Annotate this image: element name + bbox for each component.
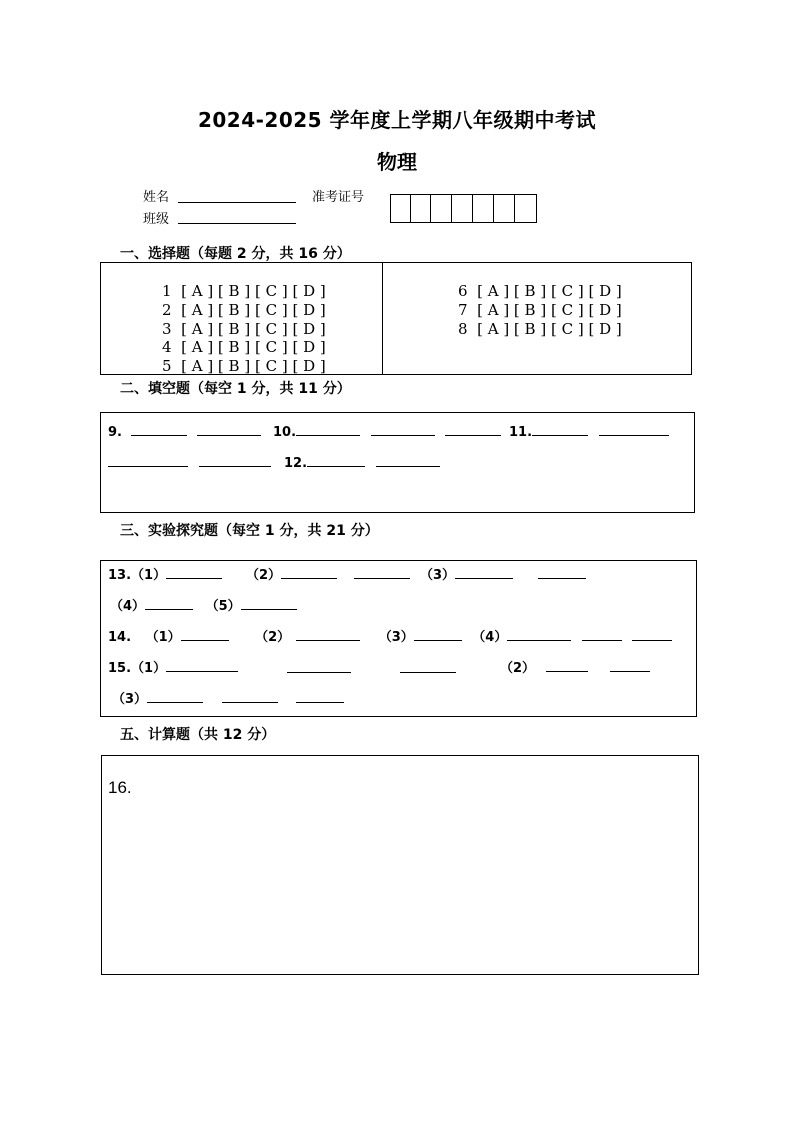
mc-divider	[382, 263, 383, 374]
answer-blank[interactable]	[199, 453, 271, 467]
mc-number: 8	[458, 320, 468, 338]
answer-blank[interactable]	[166, 658, 238, 672]
mc-number: 5	[162, 357, 172, 375]
q16-label: 16.	[108, 778, 132, 797]
answer-blank[interactable]	[296, 689, 344, 703]
exam-id-boxes[interactable]	[390, 194, 537, 223]
subject-title: 物理	[377, 150, 417, 174]
mc-options[interactable]: [ A ] [ B ] [ C ] [ D ]	[181, 320, 326, 338]
mc-row-8[interactable]	[458, 320, 622, 339]
q14-label: 14.	[108, 630, 132, 645]
answer-blank[interactable]	[610, 658, 650, 672]
answer-blank[interactable]	[400, 659, 456, 673]
answer-blank[interactable]	[197, 422, 261, 436]
q15-line-2	[112, 688, 344, 707]
q13-label: 13.（1）	[108, 568, 167, 583]
answer-blank[interactable]	[507, 627, 571, 641]
exam-id-cell[interactable]	[391, 195, 411, 223]
answer-blank[interactable]	[281, 565, 337, 579]
answer-blank[interactable]	[296, 422, 360, 436]
q12-label: 12.	[284, 456, 308, 471]
q9-line	[108, 422, 261, 440]
q15-3-label: （3）	[112, 692, 148, 707]
answer-blank[interactable]	[532, 422, 588, 436]
exam-id-cell[interactable]	[495, 195, 515, 223]
answer-blank[interactable]	[166, 565, 222, 579]
answer-blank[interactable]	[296, 627, 360, 641]
q13-part2	[246, 564, 410, 583]
mc-options[interactable]: [ A ] [ B ] [ C ] [ D ]	[477, 320, 622, 338]
q15-part2	[500, 657, 650, 676]
answer-blank[interactable]	[455, 565, 513, 579]
mc-row-4[interactable]	[162, 338, 326, 357]
class-label: 班级	[143, 212, 170, 227]
q9-label: 9.	[108, 425, 122, 440]
mc-row-2[interactable]	[162, 301, 326, 320]
exam-title: 2024-2025 学年度上学期八年级期中考试	[197, 108, 597, 132]
answer-blank[interactable]	[181, 627, 229, 641]
mc-options[interactable]: [ A ] [ B ] [ C ] [ D ]	[181, 357, 326, 375]
mc-number: 6	[458, 282, 468, 300]
mc-number: 7	[458, 301, 468, 319]
mc-options[interactable]: [ A ] [ B ] [ C ] [ D ]	[477, 301, 622, 319]
mc-options[interactable]: [ A ] [ B ] [ C ] [ D ]	[477, 282, 622, 300]
section1-heading: 一、选择题（每题 2 分，共 16 分）	[120, 246, 351, 262]
answer-blank[interactable]	[222, 689, 278, 703]
answer-blank[interactable]	[147, 689, 203, 703]
mc-row-6[interactable]	[458, 282, 622, 301]
q10-line	[273, 422, 501, 440]
class-field[interactable]	[178, 223, 296, 224]
exam-id-cell[interactable]	[453, 195, 473, 223]
answer-blank[interactable]	[546, 658, 588, 672]
exam-id-label: 准考证号	[312, 190, 365, 205]
q14-4-label: （4）	[472, 630, 508, 645]
answer-blank[interactable]	[145, 596, 193, 610]
mc-number: 4	[162, 338, 172, 356]
mc-row-7[interactable]	[458, 301, 622, 320]
exam-id-cell[interactable]	[516, 195, 536, 223]
mc-row-1[interactable]	[162, 282, 326, 301]
exam-id-cell[interactable]	[432, 195, 452, 223]
answer-blank[interactable]	[131, 422, 187, 436]
mc-number: 2	[162, 301, 172, 319]
q13-line-2	[110, 595, 297, 614]
q14-2-label: （2）	[255, 630, 291, 645]
q14-line	[108, 626, 672, 645]
q14-3-label: （3）	[378, 630, 414, 645]
q11-line	[509, 422, 669, 440]
mc-options[interactable]: [ A ] [ B ] [ C ] [ D ]	[181, 282, 326, 300]
q12-line	[284, 453, 440, 471]
q13-4-label: （4）	[110, 599, 146, 614]
q13-5-label: （5）	[205, 599, 241, 614]
mc-options[interactable]: [ A ] [ B ] [ C ] [ D ]	[181, 301, 326, 319]
answer-blank[interactable]	[241, 596, 297, 610]
answer-blank[interactable]	[632, 627, 672, 641]
answer-blank[interactable]	[354, 565, 410, 579]
mc-row-5[interactable]	[162, 357, 326, 376]
calculation-answer-box[interactable]	[101, 755, 699, 975]
section2-heading: 二、填空题（每空 1 分，共 11 分）	[120, 381, 351, 397]
answer-blank[interactable]	[582, 627, 622, 641]
exam-id-cell[interactable]	[474, 195, 494, 223]
answer-blank[interactable]	[599, 422, 669, 436]
q15-line	[108, 657, 238, 676]
q15-2-label: （2）	[500, 661, 536, 676]
q13-line	[108, 564, 222, 583]
answer-blank[interactable]	[287, 659, 351, 673]
answer-blank[interactable]	[445, 422, 501, 436]
q13-3-label: （3）	[420, 568, 456, 583]
mc-number: 3	[162, 320, 172, 338]
q15-label: 15.（1）	[108, 661, 167, 676]
mc-options[interactable]: [ A ] [ B ] [ C ] [ D ]	[181, 338, 326, 356]
section3-heading: 三、实验探究题（每空 1 分，共 21 分）	[120, 523, 379, 539]
mc-number: 1	[162, 282, 172, 300]
answer-blank[interactable]	[108, 453, 188, 467]
answer-blank[interactable]	[414, 627, 462, 641]
name-label: 姓名	[143, 190, 170, 205]
q13-2-label: （2）	[246, 568, 282, 583]
q15-extra-blanks	[287, 658, 456, 677]
q13-part3	[420, 564, 586, 583]
mc-row-3[interactable]	[162, 320, 326, 339]
answer-blank[interactable]	[307, 453, 365, 467]
answer-blank[interactable]	[538, 565, 586, 579]
section5-heading: 五、计算题（共 12 分）	[120, 727, 276, 743]
answer-blank[interactable]	[371, 422, 435, 436]
exam-id-cell[interactable]	[411, 195, 431, 223]
q11-label: 11.	[509, 425, 533, 440]
q14-1-label: （1）	[145, 630, 181, 645]
q10-label: 10.	[273, 425, 297, 440]
answer-blank[interactable]	[376, 453, 440, 467]
name-field[interactable]	[178, 202, 296, 203]
q11-line-cont	[108, 453, 271, 471]
